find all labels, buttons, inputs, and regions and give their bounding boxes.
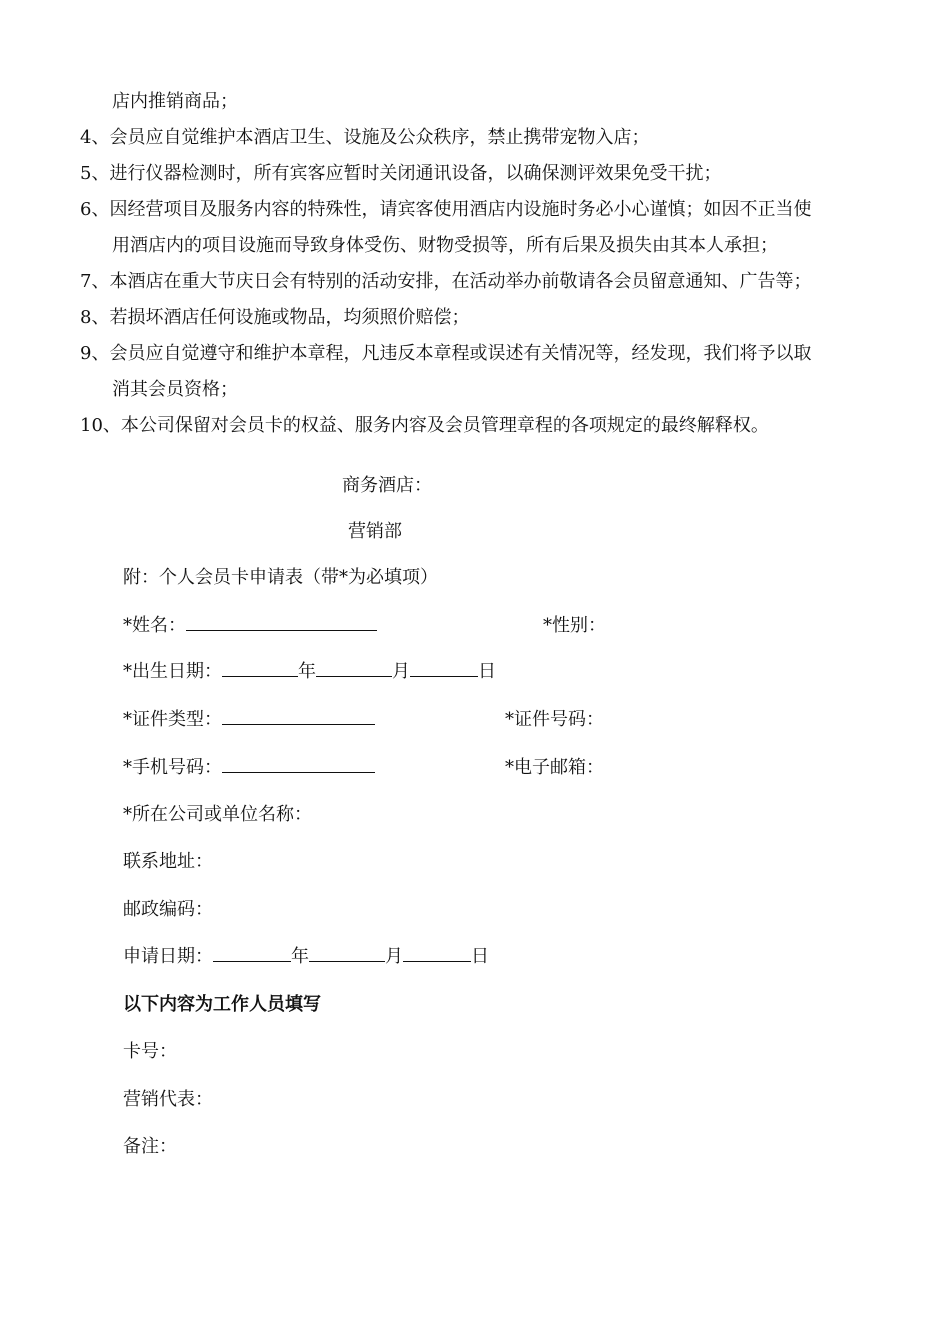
apply-year-field[interactable] (213, 945, 291, 962)
dob-year-field[interactable] (222, 660, 298, 677)
rule-3-continuation: 店内推销商品； (112, 91, 238, 112)
postcode-label: 邮政编码： (123, 899, 213, 920)
rule-text: 进行仪器检测时，所有宾客应暂时关闭通讯设备，以确保测评效果免受干扰； (109, 163, 722, 184)
rule-text: 本酒店在重大节庆日会有特别的活动安排，在活动举办前敬请各会员留意通知、广告等； (109, 271, 812, 292)
rule-number: 7、 (80, 271, 110, 292)
rule-number: 6、 (80, 199, 110, 220)
dob-day-field[interactable] (410, 660, 478, 677)
rule-text: 会员应自觉维护本酒店卫生、设施及公众秩序，禁止携带宠物入店； (109, 127, 650, 148)
rule-text: 会员应自觉遵守和维护本章程，凡违反本章程或误述有关情况等，经发现，我们将予以取 (109, 343, 812, 364)
rule-text: 因经营项目及服务内容的特殊性，请宾客使用酒店内设施时务必小心谨慎；如因不正当使 (109, 199, 812, 220)
dob-label: *出生日期： (123, 661, 222, 682)
rule-5 (80, 162, 721, 186)
rule-10 (80, 414, 769, 438)
day-label: 日 (471, 946, 489, 967)
rule-text: 若损坏酒店任何设施或物品，均须照价赔偿； (109, 307, 470, 328)
rule-number: 5、 (80, 163, 110, 184)
id-number-label: *证件号码： (505, 709, 604, 730)
rule-6 (80, 198, 811, 222)
email-label: *电子邮箱： (505, 757, 604, 778)
rule-number: 10、 (80, 415, 121, 436)
dob-row (123, 660, 496, 684)
signature-dept: 营销部 (348, 521, 402, 542)
notes-label: 备注： (123, 1136, 177, 1157)
name-label: *姓名： (123, 615, 186, 636)
rule-9-continuation: 消其会员资格； (112, 379, 238, 400)
rule-text: 本公司保留对会员卡的权益、服务内容及会员管理章程的各项规定的最终解释权。 (120, 415, 769, 436)
apply-date-label: 申请日期： (123, 946, 213, 967)
staff-heading: 以下内容为工作人员填写 (123, 994, 321, 1015)
card-number-label: 卡号： (123, 1041, 177, 1062)
signature-hotel: 商务酒店： (342, 475, 432, 496)
apply-month-field[interactable] (309, 945, 385, 962)
apply-day-field[interactable] (403, 945, 471, 962)
name-row (123, 614, 377, 638)
phone-row (123, 756, 375, 780)
gender-label: *性别： (543, 615, 606, 636)
form-title: 附：个人会员卡申请表（带*为必填项） (123, 567, 438, 588)
dob-month-field[interactable] (316, 660, 392, 677)
id-type-row (123, 708, 375, 732)
year-label: 年 (298, 661, 316, 682)
phone-field[interactable] (222, 756, 375, 773)
rule-7 (80, 270, 811, 294)
rule-8 (80, 306, 469, 330)
month-label: 月 (392, 661, 410, 682)
address-label: 联系地址： (123, 851, 213, 872)
marketing-rep-label: 营销代表： (123, 1089, 213, 1110)
apply-date-row (123, 945, 489, 969)
month-label: 月 (385, 946, 403, 967)
id-type-label: *证件类型： (123, 709, 222, 730)
rule-6-continuation: 用酒店内的项目设施而导致身体受伤、财物受损等，所有后果及损失由其本人承担； (112, 235, 778, 256)
year-label: 年 (291, 946, 309, 967)
rule-4 (80, 126, 649, 150)
day-label: 日 (478, 661, 496, 682)
phone-label: *手机号码： (123, 757, 222, 778)
name-field[interactable] (186, 614, 377, 631)
id-type-field[interactable] (222, 708, 375, 725)
rule-number: 8、 (80, 307, 110, 328)
rule-number: 4、 (80, 127, 110, 148)
rule-number: 9、 (80, 343, 110, 364)
company-label: *所在公司或单位名称： (123, 804, 312, 825)
rule-9 (80, 342, 811, 366)
